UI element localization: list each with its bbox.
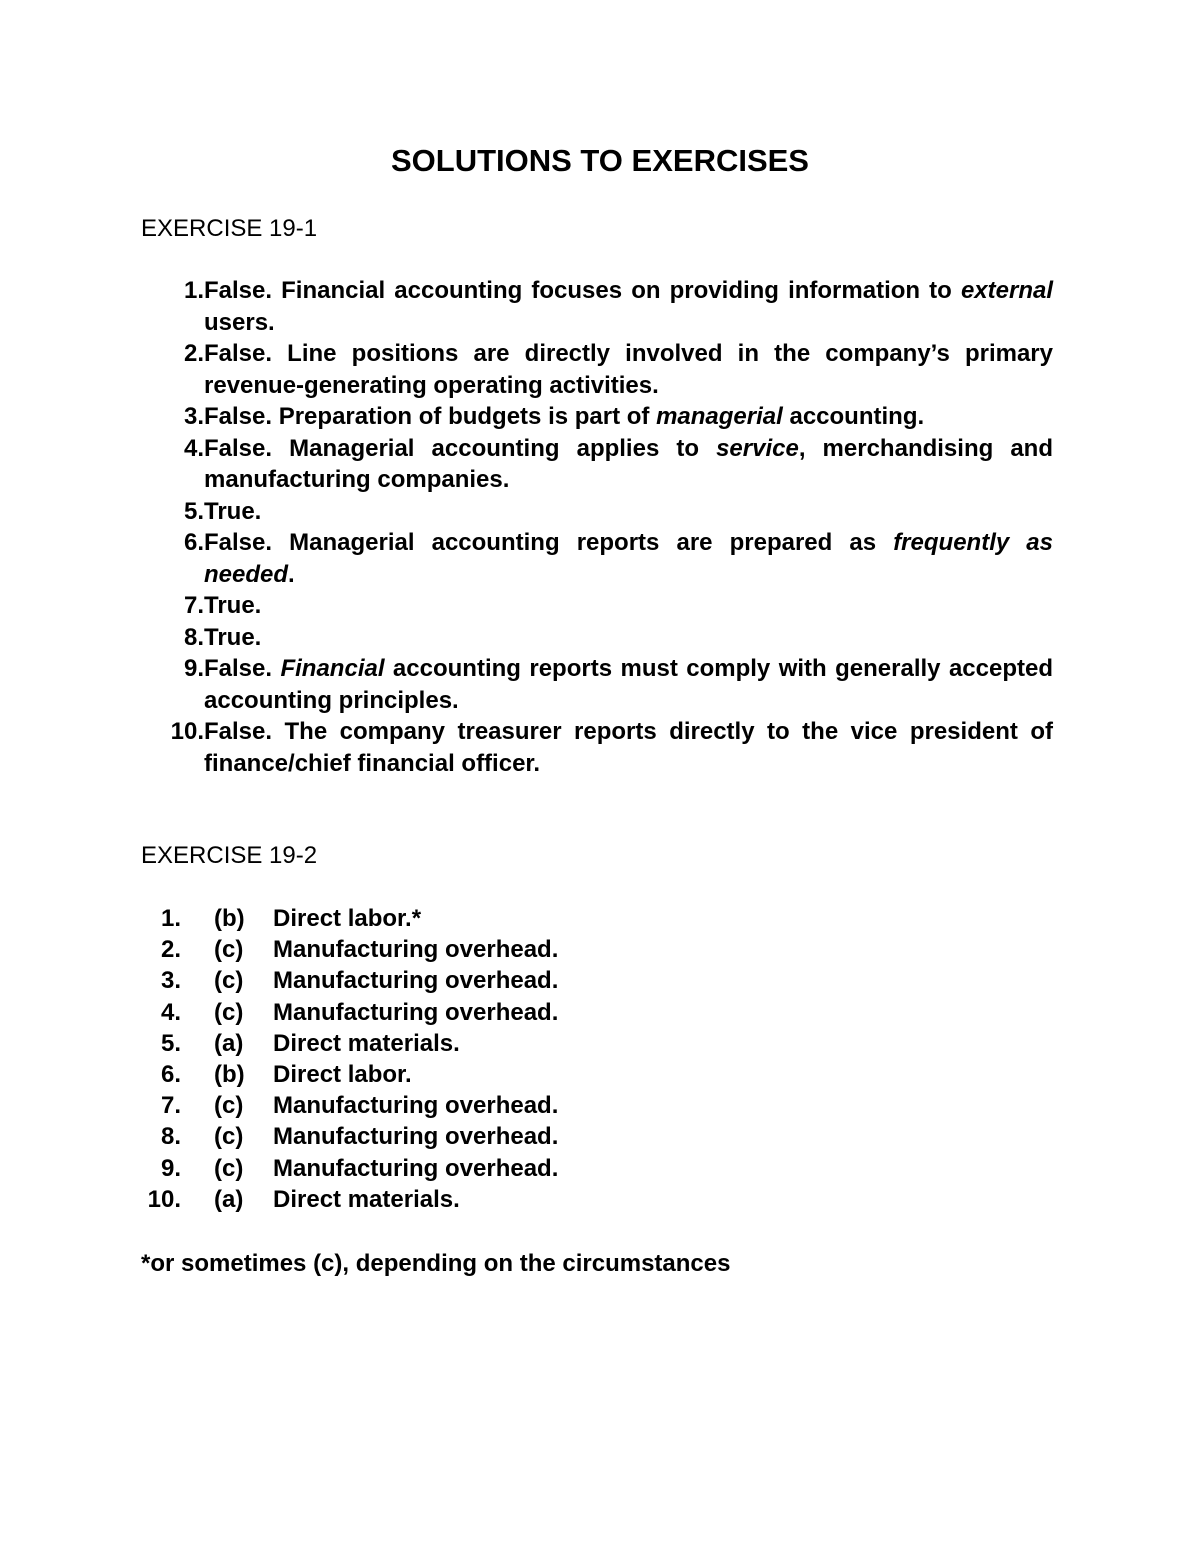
- item-code: (c): [214, 1154, 244, 1182]
- item-number: 8.: [183, 623, 204, 651]
- list-item: [141, 997, 558, 1028]
- list-item: [141, 934, 558, 965]
- list-item: [141, 1184, 558, 1215]
- item-number: 7.: [183, 592, 204, 619]
- item-number: 2.: [183, 340, 204, 367]
- item-code: (a): [214, 1185, 244, 1213]
- item-text: False. Preparation of budgets is part of managerial accounting.: [204, 403, 925, 430]
- list-item: [141, 433, 1053, 496]
- item-number: 6.: [160, 1061, 181, 1089]
- list-item: [141, 1121, 558, 1152]
- list-item: [141, 965, 558, 996]
- exercise-19-2-list: [141, 903, 558, 1215]
- item-number: 3.: [183, 403, 204, 430]
- list-item: [141, 1153, 558, 1184]
- list-item: [141, 275, 1053, 338]
- item-code: (c): [214, 936, 244, 964]
- exercise-19-1-list: [141, 275, 1053, 779]
- item-number: 4.: [160, 998, 181, 1026]
- item-description: Manufacturing overhead.: [273, 1123, 559, 1151]
- item-number: 7.: [160, 1092, 181, 1120]
- list-item: [141, 496, 1053, 528]
- item-code: (c): [214, 998, 244, 1026]
- list-item: [141, 1028, 558, 1059]
- item-number: 2.: [160, 936, 181, 964]
- page-title: SOLUTIONS TO EXERCISES: [390, 143, 809, 178]
- item-number: 5.: [183, 497, 204, 525]
- exercise-19-1-heading: EXERCISE 19-1: [141, 215, 318, 242]
- item-code: (c): [214, 1123, 244, 1151]
- list-item: [141, 590, 1053, 622]
- item-code: (a): [214, 1029, 244, 1057]
- item-code: (c): [214, 967, 244, 995]
- item-description: Direct materials.: [273, 1185, 460, 1213]
- item-text: False. Financial accounting reports must comply with generally accepted accounting principles.: [204, 655, 1053, 714]
- list-item: [141, 527, 1053, 590]
- item-code: (b): [214, 905, 245, 932]
- item-description: Manufacturing overhead.: [273, 1154, 559, 1182]
- item-number: 9.: [183, 655, 204, 682]
- item-number: 10.: [147, 1185, 181, 1213]
- list-item: [141, 653, 1053, 716]
- item-code: (c): [214, 1092, 244, 1120]
- item-number: 8.: [160, 1123, 181, 1151]
- item-number: 10.: [170, 718, 204, 745]
- list-item: [141, 1059, 558, 1090]
- item-description: Direct materials.: [273, 1029, 460, 1057]
- item-text: False. Managerial accounting applies to service, merchandising and manufacturing companies.: [204, 434, 1053, 493]
- item-number: 9.: [160, 1154, 181, 1182]
- list-item: [141, 401, 1053, 433]
- item-text: False. Line positions are directly involved in the company’s primary revenue-generating operating activities.: [204, 340, 1053, 399]
- exercise-19-2-heading: EXERCISE 19-2: [141, 842, 318, 869]
- item-description: Manufacturing overhead.: [273, 1092, 559, 1120]
- item-number: 6.: [183, 529, 204, 556]
- item-description: Manufacturing overhead.: [273, 967, 559, 995]
- item-number: 1.: [183, 277, 204, 304]
- item-description: Manufacturing overhead.: [273, 936, 559, 964]
- list-item: [141, 903, 558, 934]
- item-text: True.: [204, 623, 262, 651]
- item-text: False. The company treasurer reports directly to the vice president of finance/chief financial officer.: [204, 718, 1053, 777]
- item-description: Direct labor.: [273, 1061, 412, 1089]
- list-item: [141, 622, 1053, 654]
- item-code: (b): [214, 1061, 245, 1089]
- item-number: 5.: [160, 1029, 181, 1057]
- item-text: False. Financial accounting focuses on providing information to external users.: [204, 277, 1053, 336]
- list-item: [141, 716, 1053, 779]
- item-text: True.: [204, 592, 262, 619]
- item-text: True.: [204, 497, 262, 525]
- item-number: 1.: [160, 905, 181, 932]
- list-item: [141, 1090, 558, 1121]
- item-text: False. Managerial accounting reports are prepared as frequently as needed.: [204, 529, 1053, 588]
- list-item: [141, 338, 1053, 401]
- item-number: 4.: [183, 434, 204, 462]
- item-number: 3.: [160, 967, 181, 995]
- item-description: Direct labor.*: [273, 905, 422, 932]
- footnote: *or sometimes (c), depending on the circumstances: [141, 1250, 731, 1277]
- item-description: Manufacturing overhead.: [273, 998, 559, 1026]
